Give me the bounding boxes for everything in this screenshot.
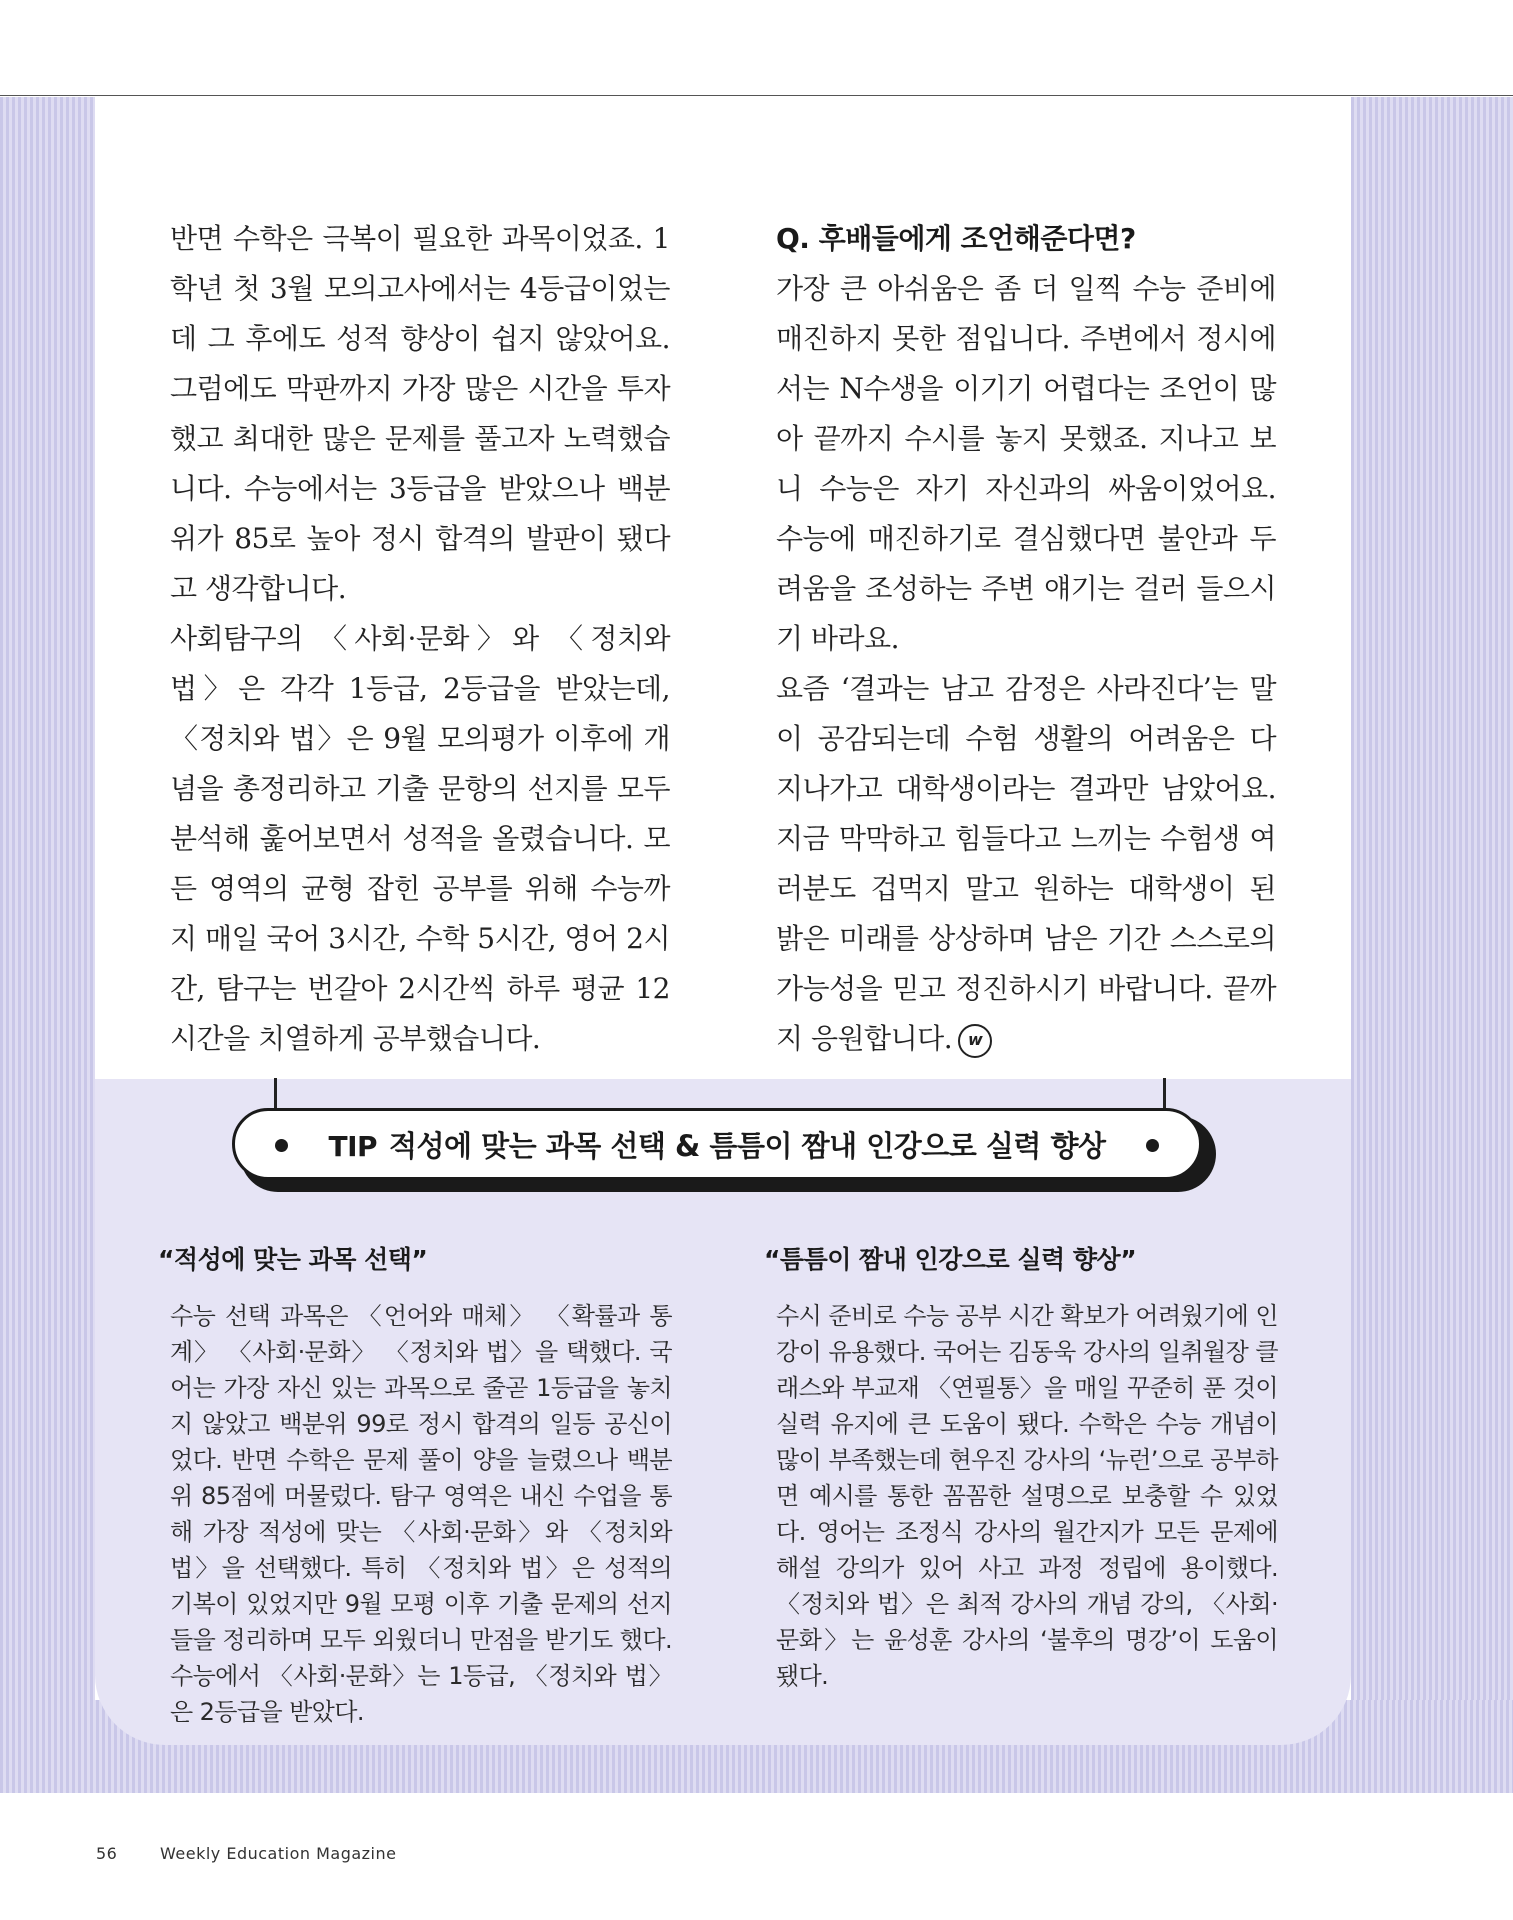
page-number: 56 <box>96 1844 118 1863</box>
end-mark-icon: w <box>958 1024 992 1058</box>
paragraph-text: 요즘 ‘결과는 남고 감정은 사라진다’는 말이 공감되는데 수험 생활의 어려움은 다 지나가고 대학생이라는 결과만 남았어요. 지금 막막하고 힘들다고 느끼는 수험생 여러분도 겁먹지 말고 원하는 대학생이 된 밝은 미래를 상상하며 남은 기간 스스로의 가능성을 믿고 정진하시기 바랍니다. 끝까지 응원합니다. <box>776 672 1276 1055</box>
tip-banner <box>232 1108 1202 1180</box>
right-stripe-border <box>1351 97 1513 1793</box>
paragraph: 반면 수학은 극복이 필요한 과목이었죠. 1학년 첫 3월 모의고사에서는 4등급이었는데 그 후에도 성적 향상이 쉽지 않았어요. 그럼에도 막판까지 가장 많은 시간을 투자했고 최대한 많은 문제를 풀고자 노력했습니다. 수능에서는 3등급을 받았으나 백분위가 85로 높아 정시 합격의 발판이 됐다고 생각합니다. <box>170 222 670 605</box>
tip-left-heading: “적성에 맞는 과목 선택” <box>158 1245 428 1274</box>
paragraph: 가장 큰 아쉬움은 좀 더 일찍 수능 준비에 매진하지 못한 점입니다. 주변에서 정시에서는 N수생을 이기기 어렵다는 조언이 많아 끝까지 수시를 놓지 못했죠. 지나고 보니 수능은 자기 자신과의 싸움이었어요. 수능에 매진하기로 결심했다면 불안과 두려움을 조성하는 주변 얘기는 걸러 들으시기 바라요. <box>776 272 1276 655</box>
bullet-dot-icon <box>275 1139 288 1152</box>
tip-right-body: 수시 준비로 수능 공부 시간 확보가 어려웠기에 인강이 유용했다. 국어는 김동욱 강사의 일취월장 클래스와 부교재 〈연필통〉을 매일 꾸준히 푼 것이 실력 유지에 큰 도움이 됐다. 수학은 수능 개념이 많이 부족했는데 현우진 강사의 ‘뉴런’으로 공부하면 예시를 통한 꼼꼼한 설명으로 보충할 수 있었다. 영어는 조정식 강사의 월간지가 모든 문제에 해설 강의가 있어 사고 과정 정립에 용이했다. 〈정치와 법〉은 최적 강사의 개념 강의, 〈사회·문화〉는 윤성훈 강사의 ‘불후의 명강’이 도움이 됐다. <box>776 1302 1278 1690</box>
article-left-column <box>170 214 670 1064</box>
paragraph <box>776 664 1276 1064</box>
tip-label: TIP <box>328 1129 378 1163</box>
left-stripe-border <box>0 97 95 1793</box>
bullet-dot-icon <box>1146 1139 1159 1152</box>
question-heading: Q. 후배들에게 조언해준다면? <box>776 222 1136 255</box>
magazine-name: Weekly Education Magazine <box>160 1844 397 1863</box>
tip-title: 적성에 맞는 과목 선택 & 틈틈이 짬내 인강으로 실력 향상 <box>389 1128 1106 1163</box>
article-right-column <box>776 214 1276 1064</box>
tip-banner-text <box>328 1124 1105 1165</box>
tip-left-body: 수능 선택 과목은 〈언어와 매체〉 〈확률과 통계〉 〈사회·문화〉 〈정치와 법〉을 택했다. 국어는 가장 자신 있는 과목으로 줄곧 1등급을 놓치지 않았고 백분위 99로 정시 합격의 일등 공신이었다. 반면 수학은 문제 풀이 양을 늘렸으나 백분위 85점에 머물렀다. 탐구 영역은 내신 수업을 통해 가장 적성에 맞는 〈사회·문화〉와 〈정치와 법〉을 선택했다. 특히 〈정치와 법〉은 성적의 기복이 있었지만 9월 모평 이후 기출 문제의 선지들을 정리하며 모두 외웠더니 만점을 받기도 했다. 수능에서 〈사회·문화〉는 1등급, 〈정치와 법〉은 2등급을 받았다. <box>170 1302 672 1726</box>
top-rule <box>0 95 1513 96</box>
tip-right-heading: “틈틈이 짬내 인강으로 실력 향상” <box>764 1245 1137 1274</box>
paragraph: 사회탐구의 〈사회·문화〉와 〈정치와 법〉은 각각 1등급, 2등급을 받았는데, 〈정치와 법〉은 9월 모의평가 이후에 개념을 총정리하고 기출 문항의 선지를 모두 분석해 훑어보면서 성적을 올렸습니다. 모든 영역의 균형 잡힌 공부를 위해 수능까지 매일 국어 3시간, 수학 5시간, 영어 2시간, 탐구는 번갈아 2시간씩 하루 평균 12시간을 치열하게 공부했습니다. <box>170 622 670 1055</box>
